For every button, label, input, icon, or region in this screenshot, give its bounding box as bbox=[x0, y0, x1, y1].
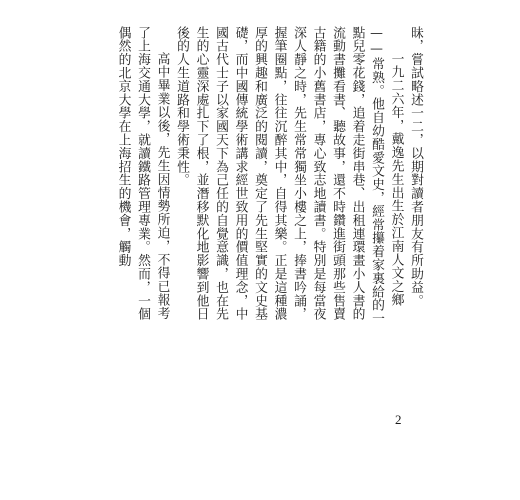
paragraph-continued: 昧，嘗試略述一二，以期對讀者朋友有所助益。 bbox=[408, 26, 423, 308]
page-number: 2 bbox=[395, 412, 402, 427]
vertical-text-column bbox=[115, 26, 425, 326]
paragraph-birth-and-youth: 一九二六年，戴逸先生出生於江南人文之鄉——常熟。他自幼酷愛文史，經常攥着家裏給的一點兒零花錢，追着走街串巷、出租連環畫小人書的流動書攤看書、聽故事，還不時鑽進街頭那些售賣古籍的小舊書店，專心致志地讀書。特別是每當夜深人靜之時，先生常常獨坐小樓之上，捧書吟誦，握筆圈點，往往沉醉其中，自得其樂。正是這種濃厚的興趣和廣泛的閱讀，奠定了先生堅實的文史基礎，而中國傳統學術講求經世致用的價值理念，中國古代士子以家國天下為己任的自覺意識，也在先生的心靈深處扎下了根，並潛移默化地影響到他日後的人生道路和學術秉性。 bbox=[174, 26, 404, 326]
paragraph-after-high-school: 高中畢業以後，先生因情勢所迫，不得已報考了上海交通大學，就讀鐵路管理專業。然而，一個偶然的北京大學在上海招生的機會，觸動 bbox=[115, 26, 170, 321]
